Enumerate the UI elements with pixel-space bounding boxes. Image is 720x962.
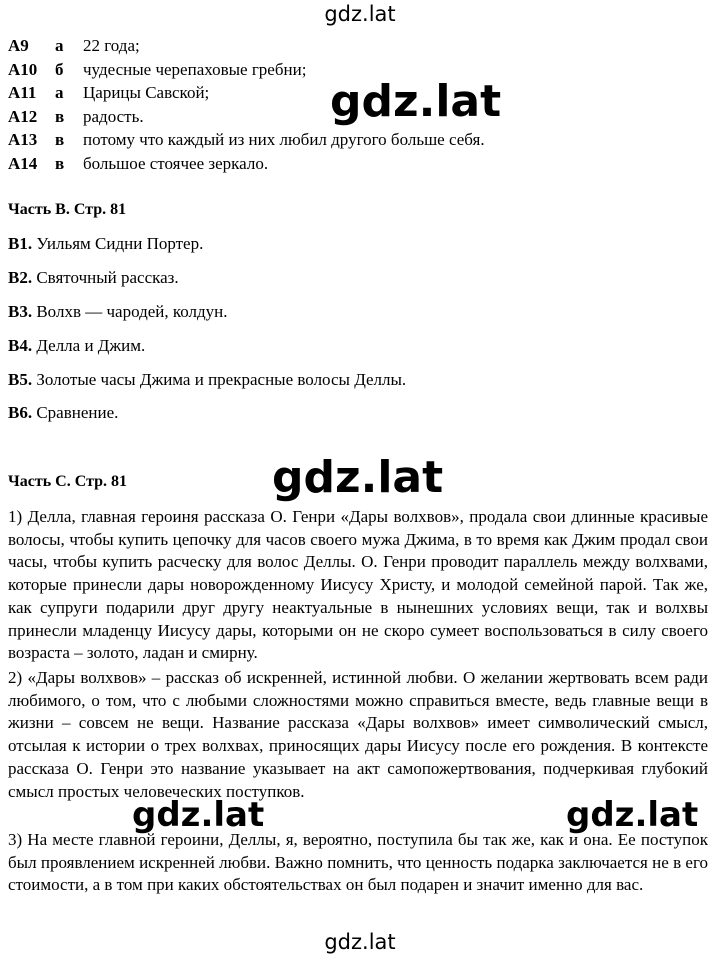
part-b-heading: Часть В. Стр. 81	[8, 201, 127, 218]
item-text: Сравнение.	[36, 403, 119, 422]
answer-letter: в	[55, 106, 65, 126]
answer-row-a9	[8, 34, 485, 58]
answer-number: A11	[8, 83, 37, 102]
item-number: В1.	[8, 234, 33, 253]
answer-number: A12	[8, 106, 38, 126]
answer-number: A9	[8, 36, 29, 55]
answer-letter: б	[55, 59, 64, 79]
watermark-large: gdz.lat	[330, 76, 502, 127]
answer-letter: в	[55, 153, 65, 173]
item-number: В5.	[8, 370, 33, 389]
part-b-item-6	[8, 403, 118, 423]
part-b-item-2	[8, 268, 179, 288]
watermark-medium: gdz.lat	[566, 795, 699, 835]
answer-text: 22 года;	[83, 36, 140, 55]
part-b-item-3	[8, 302, 228, 322]
watermark-large: gdz.lat	[272, 452, 444, 503]
answer-paragraph-3: 3) На месте главной героини, Деллы, я, вероятно, поступила бы так же, как и она. Ее поступок был проявлением искренней любви. Важно помнить, что ценность подарка заключается не в его стоимости, а в том при каких обстоятельствах он был подарен и значит именно для вас.	[8, 830, 708, 895]
part-b-item-1	[8, 234, 203, 254]
watermark-bottom: gdz.lat	[324, 930, 396, 954]
answer-text: Царицы Савской;	[83, 83, 210, 102]
part-b-item-4	[8, 336, 145, 356]
answer-number: A13	[8, 130, 38, 149]
part-b-item-5	[8, 370, 406, 390]
answer-letter: в	[55, 130, 65, 149]
item-text: Золотые часы Джима и прекрасные волосы Деллы.	[36, 370, 407, 389]
answer-text: чудесные черепаховые гребни;	[83, 59, 307, 79]
item-text: Уильям Сидни Портер.	[36, 234, 204, 253]
item-number: В3.	[8, 302, 33, 321]
answer-row-a13	[8, 128, 485, 152]
item-number: В4.	[8, 336, 33, 355]
item-number: В6.	[8, 403, 33, 422]
item-text: Святочный рассказ.	[36, 268, 179, 287]
answer-number: A10	[8, 59, 38, 79]
part-c-heading: Часть С. Стр. 81	[8, 473, 128, 490]
answer-paragraph-1: 1) Делла, главная героиня рассказа О. Генри «Дары волхвов», продала свои длинные красивые волосы, чтобы купить цепочку для часов своего мужа Джима, в то время как Джим продал свои часы, чтобы купить расческу для волос Деллы. О. Генри проводит параллель между волхвами, которые принесли дары новорожденному Иисусу Христу, и молодой семейной парой. Так же, как супруги подарили друг другу неактуальные в нынешних условиях вещи, так и волхвы принесли младенцу Иисусу дары, которыми он не скоро сумеет воспользоваться в силу своего возраста – золото, ладан и смирну.	[8, 507, 708, 663]
item-text: Делла и Джим.	[36, 336, 146, 355]
watermark-top: gdz.lat	[324, 2, 396, 26]
answer-text: большое стоячее зеркало.	[83, 153, 269, 173]
answer-text: потому что каждый из них любил другого больше себя.	[83, 130, 485, 149]
answer-paragraph-2: 2) «Дары волхвов» – рассказ об искренней, истинной любви. О желании жертвовать всем ради любимого, о том, что с любыми сложностями можно справиться вместе, ведь главные вещи в жизни – совсем не вещи. Название рассказа «Дары волхвов» имеет символический смысл, отсылая к истории о трех волхвах, приносящих дары Иисусу после его рождения. В контексте рассказа О. Генри это название указывает на акт самопожертвования, подчеркивая глубокий смысл простых человеческих поступков.	[8, 668, 708, 801]
answer-text: радость.	[83, 106, 144, 126]
answer-letter: а	[55, 36, 64, 55]
item-text: Волхв — чародей, колдун.	[36, 302, 228, 321]
item-number: В2.	[8, 268, 33, 287]
answer-number: A14	[8, 153, 38, 173]
answer-letter: а	[55, 83, 64, 102]
answer-row-a14	[8, 152, 485, 176]
watermark-medium: gdz.lat	[132, 795, 265, 835]
